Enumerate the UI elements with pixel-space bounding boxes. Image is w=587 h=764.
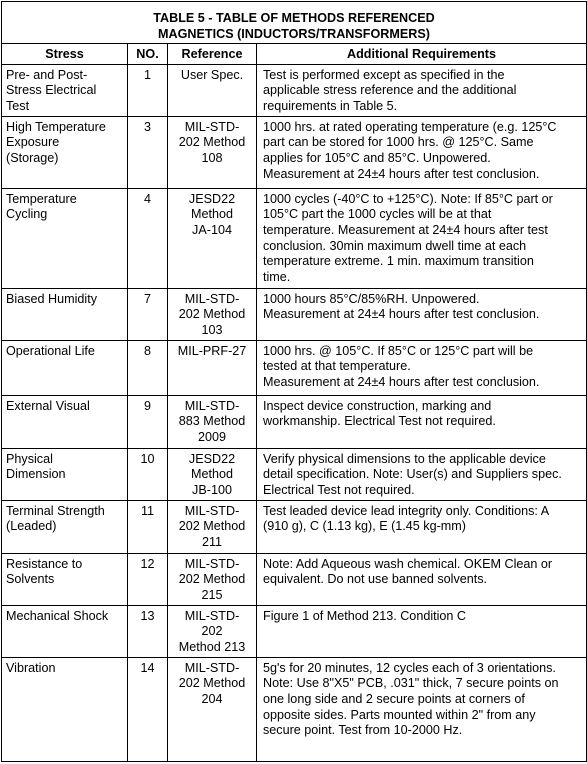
requirements-cell: 1000 hrs. @ 105°C. If 85°C or 125°C part will be tested at that temperature. Measurement at 24±4 hours after test conclusion. [257,340,587,395]
number-cell: 10 [128,448,168,500]
table-title: TABLE 5 - TABLE OF METHODS REFERENCED MAGNETICS (INDUCTORS/TRANSFORMERS) [2,2,587,44]
table-row [2,553,587,605]
header-reference: Reference [168,44,257,65]
header-stress: Stress [2,44,128,65]
stress-cell: Pre- and Post- Stress Electrical Test [2,64,128,116]
reference-cell: MIL-STD- 202 Method 211 [168,500,257,553]
header-no: NO. [128,44,168,65]
stress-cell: Biased Humidity [2,288,128,340]
stress-cell: Operational Life [2,340,128,395]
reference-cell: MIL-STD- 202 Method 215 [168,553,257,605]
stress-cell: Mechanical Shock [2,605,128,657]
requirements-cell: Test is performed except as specified in the applicable stress reference and the additional requirements in Table 5. [257,64,587,116]
stress-cell: Resistance to Solvents [2,553,128,605]
table-row [2,288,587,340]
number-cell: 3 [128,116,168,188]
stress-cell: Vibration [2,657,128,761]
reference-cell: JESD22 Method JB-100 [168,448,257,500]
number-cell: 8 [128,340,168,395]
number-cell: 9 [128,395,168,448]
number-cell: 14 [128,657,168,761]
header-requirements: Additional Requirements [257,44,587,65]
reference-cell: MIL-STD- 202 Method 108 [168,116,257,188]
table-row [2,395,587,448]
table-row [2,657,587,761]
requirements-cell: 1000 hours 85°C/85%RH. Unpowered. Measurement at 24±4 hours after test conclusion. [257,288,587,340]
number-cell: 13 [128,605,168,657]
table-row [2,64,587,116]
requirements-cell: Test leaded device lead integrity only. Conditions: A (910 g), C (1.13 kg), E (1.45 kg-mm) [257,500,587,553]
table-row [2,116,587,188]
number-cell: 1 [128,64,168,116]
requirements-cell: 5g's for 20 minutes, 12 cycles each of 3 orientations. Note: Use 8"X5" PCB, .031" thick, 7 secure points on one long side and 2 secure points at corners of opposite sides. Parts mounted within 2" from any secure point. Test from 10-2000 Hz. [257,657,587,761]
requirements-cell: 1000 hrs. at rated operating temperature (e.g. 125°C part can be stored for 1000 hrs. @ 125°C. Same applies for 105°C and 85°C. Unpowered. Measurement at 24±4 hours after test conclusion. [257,116,587,188]
stress-cell: Physical Dimension [2,448,128,500]
reference-cell: MIL-STD- 202 Method 204 [168,657,257,761]
number-cell: 4 [128,188,168,288]
requirements-cell: Inspect device construction, marking and workmanship. Electrical Test not required. [257,395,587,448]
reference-cell: MIL-STD- 202 Method 213 [168,605,257,657]
table-row [2,340,587,395]
reference-cell: MIL-STD- 202 Method 103 [168,288,257,340]
requirements-cell: Note: Add Aqueous wash chemical. OKEM Clean or equivalent. Do not use banned solvents. [257,553,587,605]
stress-cell: External Visual [2,395,128,448]
table-row [2,500,587,553]
table-body [2,64,587,761]
number-cell: 11 [128,500,168,553]
title-row [2,2,587,44]
requirements-cell: Verify physical dimensions to the applicable device detail specification. Note: User(s) and Suppliers spec. Electrical Test not required. [257,448,587,500]
table-row [2,188,587,288]
reference-cell: MIL-PRF-27 [168,340,257,395]
reference-cell: MIL-STD- 883 Method 2009 [168,395,257,448]
number-cell: 7 [128,288,168,340]
stress-cell: Temperature Cycling [2,188,128,288]
table-row [2,448,587,500]
header-row [2,44,587,65]
stress-cell: High Temperature Exposure (Storage) [2,116,128,188]
methods-table [1,1,587,762]
number-cell: 12 [128,553,168,605]
reference-cell: JESD22 Method JA-104 [168,188,257,288]
requirements-cell: Figure 1 of Method 213. Condition C [257,605,587,657]
stress-cell: Terminal Strength (Leaded) [2,500,128,553]
requirements-cell: 1000 cycles (-40°C to +125°C). Note: If 85°C part or 105°C part the 1000 cycles will be at that temperature. Measurement at 24±4 hours after test conclusion. 30min maximum dwell time at each temperature extreme. 1 min. maximum transition time. [257,188,587,288]
reference-cell: User Spec. [168,64,257,116]
table-row [2,605,587,657]
